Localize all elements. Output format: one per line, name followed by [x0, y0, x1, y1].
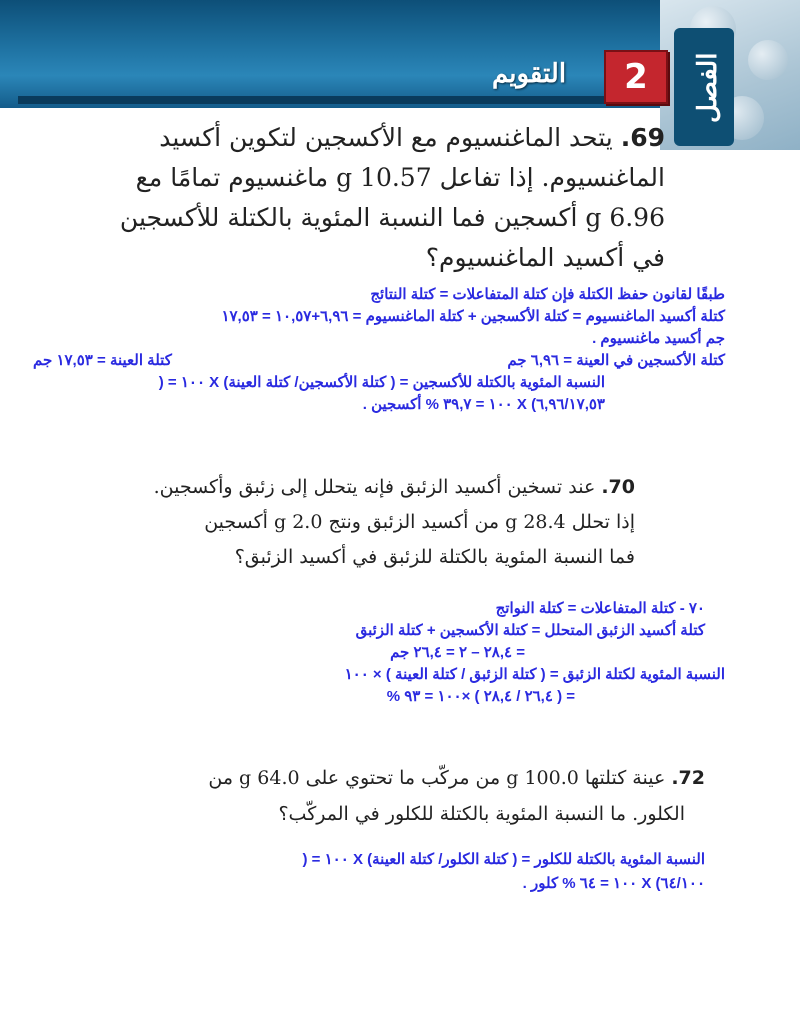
answer-line: كتلة أكسيد الماغنسيوم = كتلة الأكسجين + كتلة الماغنسيوم = ٦,٩٦+١٠,٥٧ = ١٧,٥٣	[221, 308, 725, 325]
answer-line: ٦٤/١٠٠) X ١٠٠ = ٦٤ % كلور .	[522, 875, 705, 892]
answer-72	[145, 848, 705, 896]
answer-line: = ٢٨,٤ – ٢ = ٢٦,٤ جم	[390, 644, 525, 661]
answer-line	[25, 350, 725, 372]
question-line: فما النسبة المئوية بالكتلة للزئبق في أكسيد الزئبق؟	[234, 546, 635, 568]
answer-line: = ( ٢٦,٤ / ٢٨,٤ ) ×١٠٠ = ٩٣ %	[386, 688, 575, 705]
question-line: 6.96 g أكسجين فما النسبة المئوية بالكتلة للأكسجين	[119, 203, 665, 232]
answer-line: طبقًا لقانون حفظ الكتلة فإن كتلة المتفاعلات = كتلة النتائج	[370, 286, 725, 303]
question-72	[145, 760, 705, 832]
question-line: 72. عينة كتلتها 100.0 g من مركّب ما تحتوي على 64.0 g من	[208, 767, 705, 789]
question-line: إذا تحلل 28.4 g من أكسيد الزئبق ونتج 2.0 g أكسجين	[204, 511, 635, 533]
answer-line: النسبة المئوية بالكتلة للأكسجين = ( كتلة الأكسجين/ كتلة العينة) X ١٠٠ = (	[158, 374, 605, 391]
answer-line: ٦,٩٦/١٧,٥٣) X ١٠٠ = ٣٩,٧ % أكسجين .	[362, 396, 605, 413]
answer-line: جم أكسيد ماغنسيوم .	[592, 330, 725, 347]
question-line: الكلور. ما النسبة المئوية بالكتلة للكلور في المركّب؟	[278, 803, 685, 825]
question-line: 69. يتحد الماغنسيوم مع الأكسجين لتكوين أكسيد	[159, 123, 665, 152]
sample-mass-text: كتلة العينة = ١٧,٥٣ جم	[33, 352, 172, 369]
answer-69	[25, 284, 725, 416]
question-69	[65, 118, 665, 278]
question-70	[115, 470, 635, 575]
question-line: الماغنسيوم. إذا تفاعل 10.57 g ماغنسيوم تمامًا مع	[135, 163, 665, 192]
section-title: التقويم	[491, 59, 567, 89]
answer-70	[125, 598, 725, 708]
chapter-number-badge: 2	[604, 50, 668, 104]
question-number: 69.	[620, 123, 665, 152]
answer-line: ٧٠ - كتلة المتفاعلات = كتلة النواتج	[495, 600, 705, 617]
answer-line: كتلة أكسيد الزئبق المتحلل = كتلة الأكسجين + كتلة الزئبق	[355, 622, 705, 639]
question-line: في أكسيد الماغنسيوم؟	[425, 243, 665, 272]
question-number: 70.	[601, 476, 635, 498]
answer-line: النسبة المئوية بالكتلة للكلور = ( كتلة الكلور/ كتلة العينة) X ١٠٠ = (	[302, 851, 705, 868]
answer-line: النسبة المئوية لكتلة الزئبق = ( كتلة الزئبق / كتلة العينة ) × ١٠٠	[344, 666, 725, 683]
chapter-label: الفصل	[693, 52, 723, 124]
question-number: 72.	[671, 767, 705, 789]
oxygen-mass-text: كتلة الأكسجين في العينة = ٦,٩٦ جم	[507, 352, 725, 369]
question-line: 70. عند تسخين أكسيد الزئبق فإنه يتحلل إلى زئبق وأكسجين.	[153, 476, 635, 498]
